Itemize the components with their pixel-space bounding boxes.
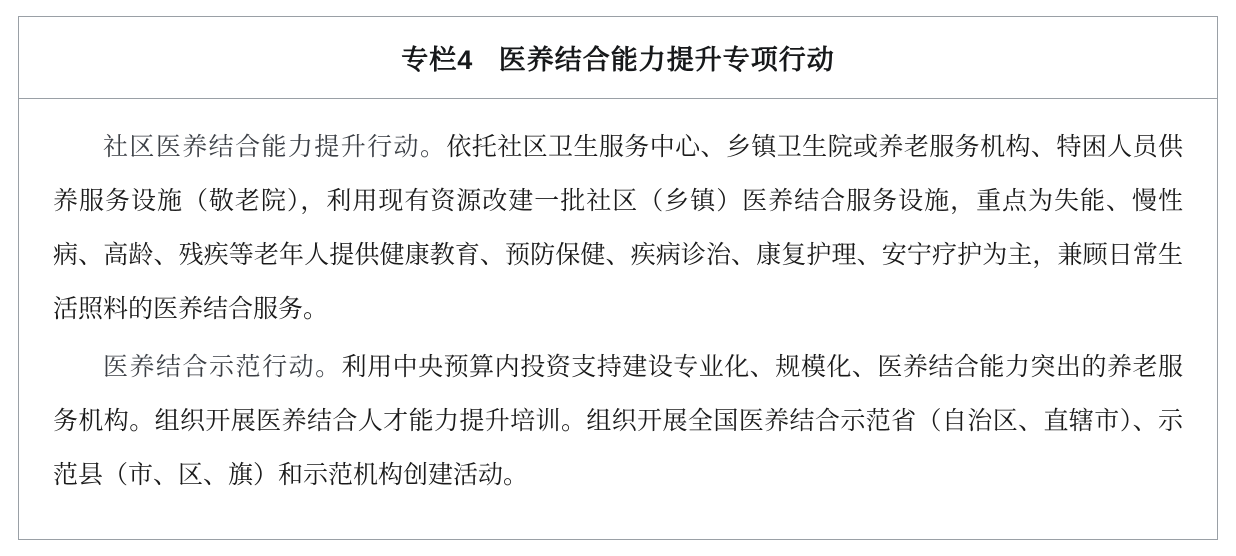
callout-paragraph	[53, 121, 1183, 337]
paragraph-lead-in: 医养结合示范行动。	[103, 354, 342, 381]
callout-title-band	[19, 17, 1217, 99]
paragraph-lead-in: 社区医养结合能力提升行动。	[103, 134, 447, 161]
callout-body	[19, 99, 1217, 539]
callout-paragraph	[53, 341, 1183, 503]
callout-box	[18, 16, 1218, 540]
callout-title: 专栏4 医养结合能力提升专项行动	[401, 45, 835, 75]
paragraph-text: 依托社区卫生服务中心、乡镇卫生院或养老服务机构、特困人员供养服务设施（敬老院），利用现有资源改建一批社区（乡镇）医养结合服务设施，重点为失能、慢性病、高龄、残疾等老年人提供健康教育、预防保健、疾病诊治、康复护理、安宁疗护为主，兼顾日常生活照料的医养结合服务。	[53, 134, 1183, 323]
paragraph-text: 利用中央预算内投资支持建设专业化、规模化、医养结合能力突出的养老服务机构。组织开展医养结合人才能力提升培训。组织开展全国医养结合示范省（自治区、直辖市）、示范县（市、区、旗）和示范机构创建活动。	[53, 354, 1183, 489]
